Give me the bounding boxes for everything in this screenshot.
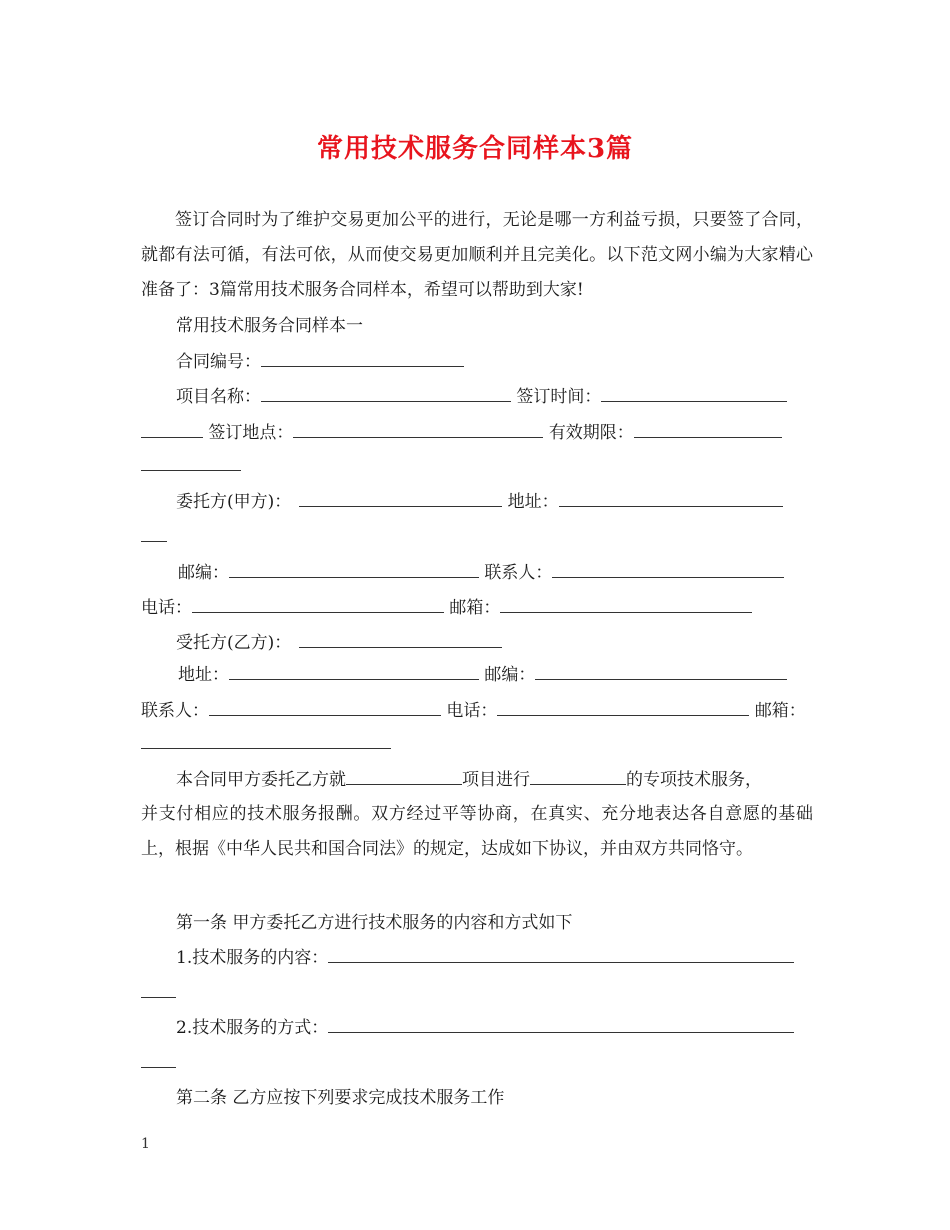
party-a-email-blank[interactable]	[500, 596, 752, 613]
item-1-cont-row	[141, 981, 176, 1005]
party-b-phone-blank[interactable]	[497, 699, 749, 716]
article-2-heading: 第二条 乙方应按下列要求完成技术服务工作	[176, 1088, 505, 1108]
item-1-blank[interactable]	[328, 946, 794, 963]
party-b-email-label: 邮箱：	[754, 701, 806, 721]
party-b-label: 受托方(乙方)：	[176, 633, 292, 653]
project-name-label: 项目名称：	[176, 387, 261, 407]
party-b-postcode-label: 邮编：	[484, 665, 536, 685]
agreement-text-3: 的专项技术服务，	[626, 770, 762, 790]
party-b-email-cont-row	[141, 732, 391, 756]
party-b-phone-label: 电话：	[446, 701, 498, 721]
party-a-postcode-label: 邮编：	[178, 563, 229, 583]
sign-time-label: 签订时间：	[516, 387, 602, 407]
project-name-row	[176, 385, 787, 409]
party-a-phone-row	[141, 596, 752, 620]
agreement-paragraph: 并支付相应的技术服务报酬。双方经过平等协商，在真实、充分地表达各自意愿的基础上，根据《中华人民共和国合同法》的规定，达成如下协议，并由双方共同恪守。	[141, 804, 813, 859]
party-b-contact-label: 联系人：	[141, 701, 209, 721]
item-2-label: 2.技术服务的方式：	[176, 1018, 329, 1038]
party-a-row	[176, 490, 783, 514]
sample1-heading: 常用技术服务合同样本一	[176, 316, 363, 336]
sign-place-blank[interactable]	[293, 421, 543, 438]
valid-period-cont-row	[141, 454, 241, 478]
agreement-text-2: 项目进行	[462, 770, 530, 790]
item-2-blank-cont[interactable]	[141, 1051, 176, 1068]
party-a-contact-label: 联系人：	[484, 563, 553, 583]
party-b-contact-blank[interactable]	[209, 699, 441, 716]
party-a-postcode-row	[178, 561, 784, 585]
agreement-project-blank[interactable]	[346, 768, 462, 785]
valid-period-blank[interactable]	[634, 421, 782, 438]
party-a-email-label: 邮箱：	[449, 598, 501, 618]
party-a-phone-blank[interactable]	[192, 596, 444, 613]
party-a-contact-blank[interactable]	[552, 561, 784, 578]
party-a-blank[interactable]	[299, 490, 502, 507]
party-a-postcode-blank[interactable]	[229, 561, 479, 578]
party-b-blank[interactable]	[299, 631, 502, 648]
document-title: 常用技术服务合同样本3篇	[316, 134, 634, 164]
article-1-heading: 第一条 甲方委托乙方进行技术服务的内容和方式如下	[176, 913, 573, 933]
item-1-blank-cont[interactable]	[141, 981, 176, 998]
sign-place-label: 签订地点：	[208, 423, 294, 443]
sign-place-row	[141, 421, 782, 445]
intro-paragraph: 签订合同时为了维护交易更加公平的进行，无论是哪一方利益亏损，只要签了合同，就都有法可循，有法可依，从而使交易更加顺利并且完美化。以下范文网小编为大家精心准备了：3篇常用技术服务合同样本，希望可以帮助到大家!	[141, 210, 813, 300]
sign-time-blank-cont[interactable]	[141, 421, 203, 438]
party-b-address-label: 地址：	[178, 665, 229, 685]
contract-no-blank[interactable]	[261, 350, 464, 367]
item-2-row	[176, 1016, 794, 1040]
item-1-label: 1.技术服务的内容：	[176, 948, 329, 968]
party-b-email-blank[interactable]	[141, 732, 391, 749]
agreement-first-line	[176, 768, 762, 792]
party-b-postcode-blank[interactable]	[535, 663, 787, 680]
valid-period-blank-cont[interactable]	[141, 454, 241, 471]
party-b-row	[176, 631, 502, 655]
party-a-label: 委托方(甲方)：	[176, 492, 292, 512]
party-a-phone-label: 电话：	[141, 598, 192, 618]
agreement-text-1: 本合同甲方委托乙方就	[176, 770, 346, 790]
item-2-cont-row	[141, 1051, 176, 1075]
contract-no-row	[176, 350, 464, 374]
item-2-blank[interactable]	[328, 1016, 794, 1033]
sign-time-blank[interactable]	[601, 385, 787, 402]
party-a-address-cont-row	[141, 525, 167, 549]
page-number: 1	[141, 1136, 150, 1152]
party-a-address-label: 地址：	[507, 492, 559, 512]
contract-no-label: 合同编号：	[176, 352, 261, 372]
party-b-address-blank[interactable]	[229, 663, 479, 680]
project-name-blank[interactable]	[261, 385, 511, 402]
party-a-address-blank-cont[interactable]	[141, 525, 167, 542]
valid-period-label: 有效期限：	[548, 423, 634, 443]
party-a-address-blank[interactable]	[559, 490, 783, 507]
item-1-row	[176, 946, 794, 970]
party-b-contact-row	[141, 699, 806, 723]
party-b-address-row	[178, 663, 787, 687]
agreement-service-blank[interactable]	[530, 768, 626, 785]
